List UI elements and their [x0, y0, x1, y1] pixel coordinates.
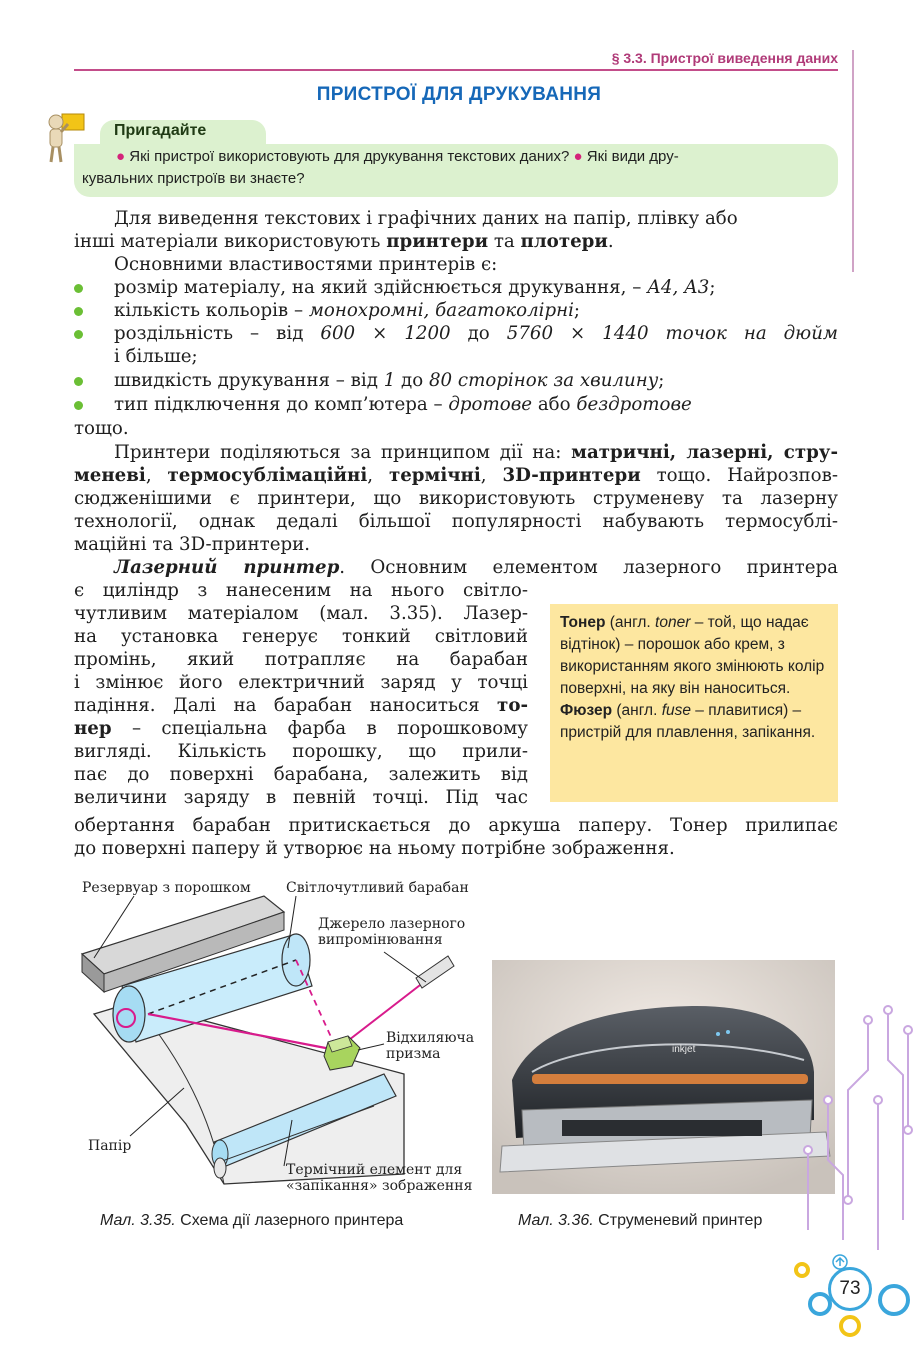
term-laser-printer: Лазерний принтер — [114, 557, 340, 578]
paragraph-types — [74, 442, 838, 465]
label-paper: Папір — [88, 1138, 132, 1154]
text-line: і змінює його електричний заряд у точці — [74, 672, 528, 693]
label-laser-2: випромінювання — [318, 932, 443, 948]
text: падіння. Далі на барабан наноситься — [74, 695, 498, 716]
label-heat-1: Термічний елемент для — [286, 1162, 463, 1178]
text-line: та — [488, 231, 521, 252]
bullet-dot-icon — [74, 284, 83, 293]
term: термічні — [388, 465, 481, 486]
list-item — [74, 370, 838, 393]
recall-question-1: Які пристрої використовують для друкування текстових даних? — [129, 148, 570, 165]
text: , — [480, 465, 503, 486]
term-printers: принтери — [386, 231, 489, 252]
text-line: технології, однак дедалі більшої популярності набувають термосублі- — [74, 511, 838, 532]
section-header: § 3.3. Пристрої виведення даних — [74, 50, 838, 71]
definition-box — [550, 604, 838, 802]
text: – той, що надає відтінок) – порошок або крем, з використанням якого змінюють колір поверхні, на яку він наноситься. — [560, 614, 825, 697]
text: А4, А3 — [647, 277, 710, 298]
text: Принтери поділяються за принципом дії на: — [114, 442, 572, 463]
recall-box — [74, 144, 838, 197]
list-item — [74, 323, 838, 346]
text: – спеціальна фарба в порошковому — [111, 718, 528, 739]
caption-figure-3-35 — [100, 1212, 403, 1230]
circuit-decoration-icon — [748, 1000, 918, 1360]
label-laser-1: Джерело лазерного — [318, 916, 466, 932]
term-plotters: плотери — [520, 231, 608, 252]
list-item-continued — [74, 346, 838, 369]
paragraph-intro — [74, 208, 838, 231]
text-line: промінь, який потрапляє на барабан — [74, 649, 528, 670]
term-toner: то- — [497, 695, 528, 716]
text-line: маційні та 3D-принтери. — [74, 534, 311, 555]
caption-number: Мал. 3.36. — [518, 1212, 594, 1229]
text-line — [74, 695, 528, 718]
caption-text: Схема дії лазерного принтера — [175, 1212, 404, 1229]
term-types: матричні, лазерні, стру- — [571, 442, 838, 463]
caption-number: Мал. 3.35. — [100, 1212, 176, 1229]
text: бездротове — [576, 394, 692, 415]
text: роздільність – від — [114, 323, 321, 344]
text: ; — [709, 277, 716, 298]
bullet-dot-icon — [74, 377, 83, 386]
bullet-dot-icon: ● — [573, 148, 583, 165]
text: кількість кольорів – — [114, 300, 309, 321]
text: швидкість друкування – від — [114, 370, 384, 391]
text: ; — [658, 370, 665, 391]
text: 5760 × 1440 точок на дюйм — [506, 323, 838, 344]
list-item — [74, 394, 838, 417]
label-prism-2: призма — [386, 1046, 441, 1062]
text-line: обертання барабан притискається до аркуша паперу. Тонер прилипає — [74, 815, 838, 836]
text: toner — [655, 614, 691, 631]
label-heat-2: «запікання» зображення — [286, 1178, 473, 1194]
label-prism-1: Відхиляюча — [386, 1030, 475, 1046]
text: 80 сторінок за хвилину — [428, 370, 659, 391]
bullet-dot-icon — [74, 330, 83, 339]
text-line: Для виведення текстових і графічних даних на папір, плівку або — [114, 208, 738, 229]
text: , — [145, 465, 168, 486]
text-line: є циліндр з нанесеним на нього світло- — [74, 580, 528, 601]
text: тип підключення до комп’ютера – — [114, 394, 449, 415]
paragraph-types-line2 — [74, 465, 838, 488]
text-line — [74, 718, 528, 741]
text: fuse — [661, 702, 691, 719]
text: або — [532, 394, 577, 415]
text: і більше; — [114, 346, 198, 367]
paragraph-properties: Основними властивостями принтерів є: — [114, 254, 498, 275]
text: (англ. — [612, 702, 662, 719]
text: . Основним елементом лазерного принтера — [339, 557, 838, 578]
text: тощо. Найрозпов- — [640, 465, 838, 486]
text-line: вигляді. Кількість порошку, що прили- — [74, 741, 528, 762]
page-number: 73 — [828, 1267, 872, 1311]
text: ; — [573, 300, 581, 321]
definition-term-toner: Тонер — [560, 614, 606, 631]
text: 1 — [383, 370, 396, 391]
list-item — [74, 300, 838, 323]
recall-question-2a: Які види дру- — [586, 148, 679, 165]
text: дротове — [448, 394, 533, 415]
term: меневі — [74, 465, 146, 486]
text: до — [395, 370, 429, 391]
bullet-dot-icon: ● — [116, 148, 126, 165]
list-item — [74, 277, 838, 300]
recall-heading: Пригадайте — [114, 122, 207, 139]
paragraph-laser — [74, 557, 838, 580]
text: 600 × 1200 — [320, 323, 451, 344]
text-line: величини заряду в певній точці. Під час — [74, 787, 528, 808]
text-line: інші матеріали використовують — [74, 231, 387, 252]
text: – плавитися) – пристрій для плавлення, запікання. — [560, 702, 816, 741]
text-line: на установка генерує тонкий світловий — [74, 626, 528, 647]
page-title: ПРИСТРОЇ ДЛЯ ДРУКУВАННЯ — [316, 84, 602, 105]
text-line: . — [607, 231, 614, 252]
bullet-dot-icon — [74, 401, 83, 410]
text-line: до поверхні паперу й утворює на ньому потрібне зображення. — [74, 838, 675, 859]
text-line: чутливим матеріалом (мал. 3.35). Лазер- — [74, 603, 528, 624]
recall-question-2b: кувальних пристроїв ви знаєте? — [82, 170, 305, 187]
text-line: пає до поверхні барабана, залежить від — [74, 764, 528, 785]
text-line: тощо. — [74, 418, 129, 439]
paragraph-intro-line2 — [74, 231, 838, 254]
text: до — [450, 323, 507, 344]
printer-brand: inkjet — [672, 1044, 696, 1055]
text: (англ. — [605, 614, 656, 631]
bullet-dot-icon — [74, 307, 83, 316]
caption-figure-3-36 — [518, 1212, 762, 1230]
label-drum: Світлочутливий барабан — [286, 880, 469, 896]
term-toner: нер — [74, 718, 112, 739]
text: монохромні, багатоколірні — [308, 300, 574, 321]
caption-text: Струменевий принтер — [593, 1212, 763, 1229]
text: розмір матеріалу, на який здійснюється друкування, – — [114, 277, 648, 298]
label-reservoir: Резервуар з порошком — [82, 880, 251, 896]
text-line: сюдженішими є принтери, що використовують струменеву та лазерну — [74, 488, 838, 509]
term: 3D-принтери — [502, 465, 641, 486]
term: термосублімаційні — [167, 465, 368, 486]
text: , — [367, 465, 389, 486]
definition-term-fuser: Фюзер — [560, 702, 613, 719]
